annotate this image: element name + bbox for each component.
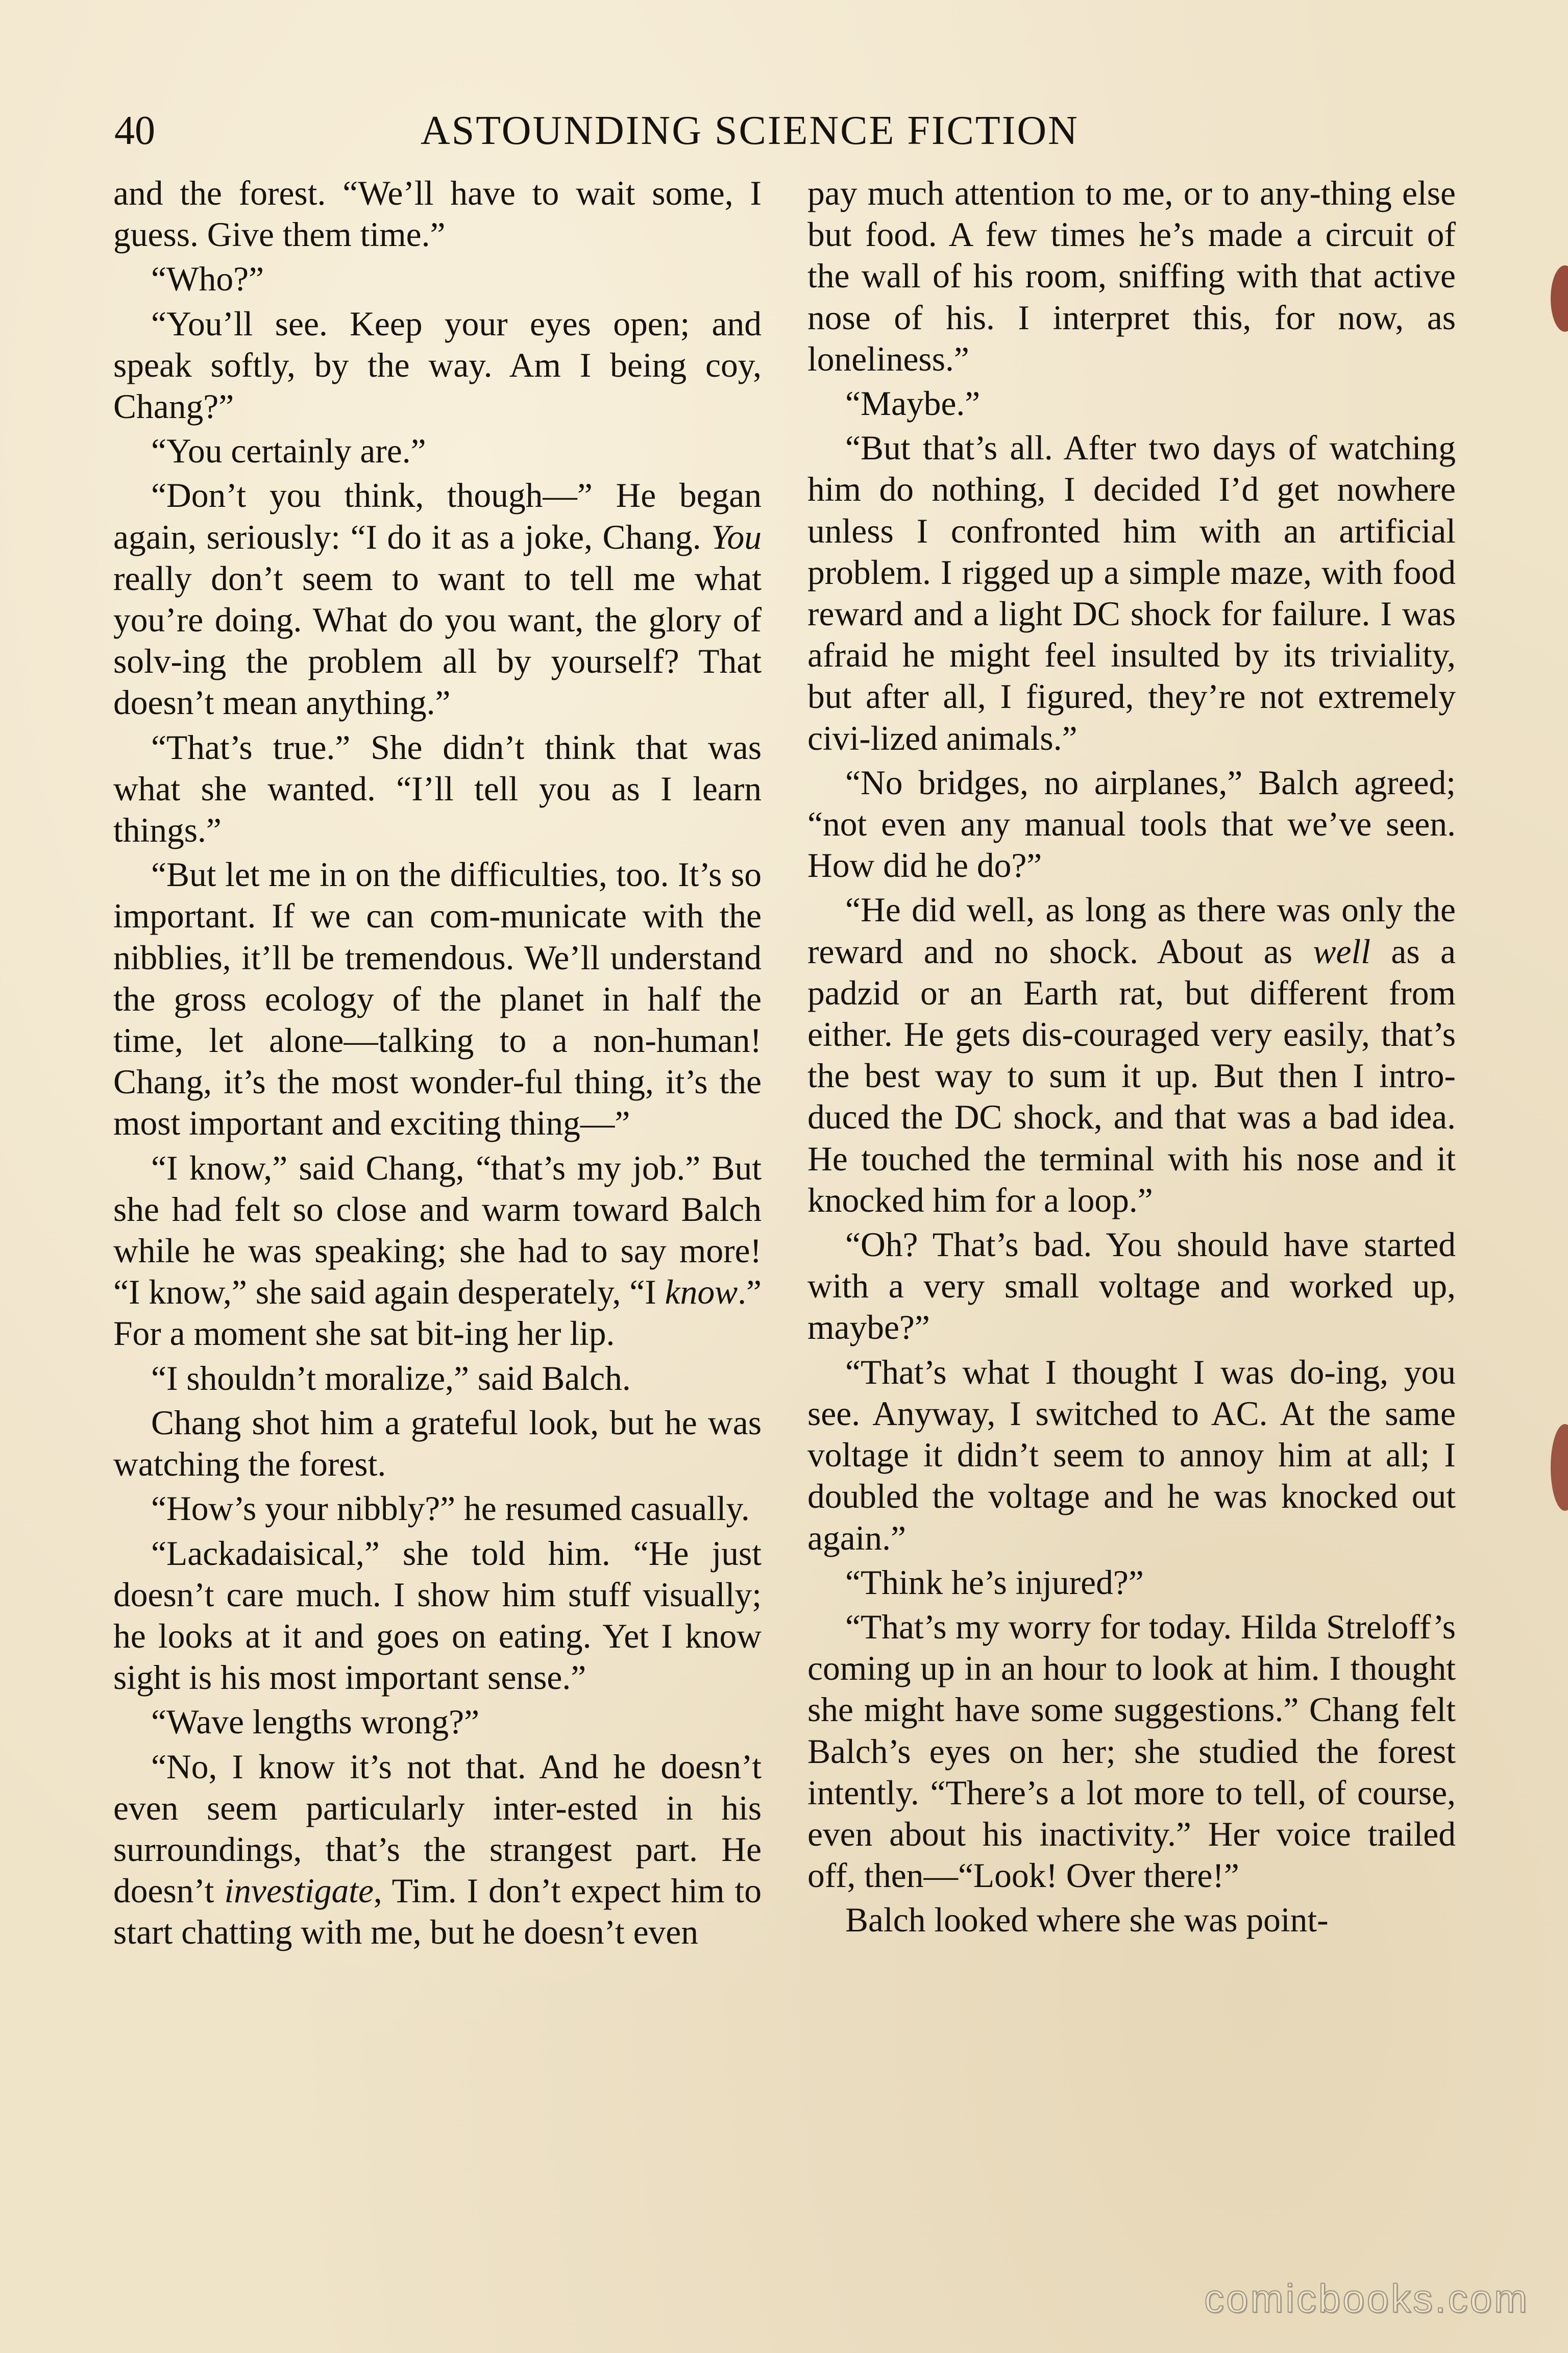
paragraph <box>113 1358 762 1399</box>
italic-text: well <box>1313 932 1370 971</box>
paragraph <box>807 762 1456 887</box>
text-run: “Oh? That’s bad. You should have started with a very small voltage and worked up, maybe?” <box>807 1225 1456 1347</box>
text-run: “Wave lengths wrong?” <box>151 1703 480 1742</box>
text-run: “But that’s all. After two days of watching him do nothing, I decided I’d get nowhere unless I confronted him with an artificial problem. I rigged up a simple maze, with food reward and a light DC shock for failure. I was afraid he might feel insulted by its triviality, but after all, I figured, they’re not extremely civi-lized animals.” <box>807 429 1456 757</box>
edge-stain <box>1551 265 1568 332</box>
paragraph <box>113 1533 762 1699</box>
text-column-right <box>807 173 1456 1944</box>
watermark: comicbooks.com <box>1204 2276 1529 2321</box>
text-run: “Don’t you think, though—” He began again, seriously: “I do it as a joke, Chang. <box>113 476 762 556</box>
italic-text: know <box>665 1273 738 1312</box>
paragraph <box>807 383 1456 424</box>
paragraph <box>113 430 762 472</box>
text-run: “He did well, as long as there was only the reward and no shock. About as <box>807 891 1456 971</box>
running-head: ASTOUNDING SCIENCE FICTION <box>421 108 1079 153</box>
paragraph <box>807 1562 1456 1603</box>
paragraph <box>807 1224 1456 1349</box>
italic-text: investigate <box>224 1872 374 1910</box>
text-run: “Lackadaisical,” she told him. “He just doesn’t care much. I show him stuff visually; he looks at it and goes on eating. Yet I know sight is his most important sense.” <box>113 1534 762 1697</box>
page-number: 40 <box>114 108 155 153</box>
text-run: and the forest. “We’ll have to wait some, I guess. Give them time.” <box>113 174 762 254</box>
paragraph <box>113 1402 762 1485</box>
text-run: “Who?” <box>151 260 264 299</box>
text-run: “That’s what I thought I was do-ing, you see. Anyway, I switched to AC. At the same voltage it didn’t seem to annoy him at all; I doubled the voltage and he was knocked out again.” <box>807 1353 1456 1557</box>
edge-stain <box>1551 1424 1568 1511</box>
paragraph <box>113 727 762 851</box>
paragraph <box>807 1352 1456 1559</box>
text-run: really don’t seem to want to tell me what you’re doing. What do you want, the glory of solv-ing the problem all by yourself? That doesn’t mean anything.” <box>113 559 762 722</box>
paragraph <box>807 1606 1456 1896</box>
text-run: “No bridges, no airplanes,” Balch agreed; “not even any manual tools that we’ve seen. How did he do?” <box>807 763 1456 885</box>
page-header <box>114 106 1161 155</box>
text-run: “That’s my worry for today. Hilda Streloff’s coming up in an hour to look at him. I thought she might have some suggestions.” Chang felt Balch’s eyes on her; she studied the forest intently. “There’s a lot more to tell, of course, even about his inactivity.” Her voice trailed off, then—“Look! Over there!” <box>807 1607 1456 1895</box>
text-run: Balch looked where she was point- <box>845 1901 1329 1940</box>
text-run: “I know,” said Chang, “that’s my job.” But she had felt so close and warm toward Balch while he was speaking; she had to say more! “I know,” she said again desperately, “I <box>113 1148 762 1312</box>
text-run: “That’s true.” She didn’t think that was what she wanted. “I’ll tell you as I learn things.” <box>113 728 762 850</box>
paragraph <box>807 889 1456 1221</box>
paragraph <box>113 1746 762 1953</box>
text-run: “Maybe.” <box>845 384 981 423</box>
paragraph <box>113 475 762 723</box>
paragraph <box>113 258 762 300</box>
paragraph <box>113 303 762 428</box>
text-run: “You certainly are.” <box>151 432 426 471</box>
text-run: “But let me in on the difficulties, too. It’s so important. If we can com-municate with the nibblies, it’ll be tremendous. We’ll understand the gross ecology of the planet in half the time, let alone—talking to a non-human! Chang, it’s the most wonder-ful thing, it’s the most important and exciting thing—” <box>113 855 762 1143</box>
paragraph <box>113 1488 762 1529</box>
paragraph <box>807 427 1456 759</box>
text-run: “Think he’s injured?” <box>845 1563 1144 1602</box>
paragraph <box>113 1701 762 1743</box>
text-column-left <box>113 173 762 1956</box>
paragraph <box>807 173 1456 380</box>
text-run: “I shouldn’t moralize,” said Balch. <box>151 1359 631 1398</box>
text-run: “No, I know it’s not that. And he doesn’t even seem particularly inter-ested in his surroundings, that’s the strangest part. He doesn’t <box>113 1747 762 1910</box>
text-run: pay much attention to me, or to any-thing else but food. A few times he’s made a circuit of the wall of his room, sniffing with that active nose of his. I interpret this, for now, as loneliness.” <box>807 174 1456 378</box>
paragraph <box>113 173 762 255</box>
paragraph <box>113 854 762 1144</box>
paragraph <box>113 1147 762 1355</box>
text-run: “How’s your nibbly?” he resumed casually. <box>151 1489 750 1528</box>
paragraph <box>807 1899 1456 1941</box>
italic-text: You <box>711 518 762 556</box>
text-run: as a padzid or an Earth rat, but different from either. He gets dis-couraged very easily, that’s the best way to sum it up. But then I intro-duced the DC shock, and that was a bad idea. He touched the terminal with his nose and it knocked him for a loop.” <box>807 932 1456 1219</box>
text-run: .” For a moment she sat bit-ing her lip. <box>113 1273 762 1353</box>
text-run: Chang shot him a grateful look, but he was watching the forest. <box>113 1403 762 1484</box>
text-run: “You’ll see. Keep your eyes open; and speak softly, by the way. Am I being coy, Chang?” <box>113 304 762 426</box>
text-run: , Tim. I don’t expect him to start chatting with me, but he doesn’t even <box>113 1872 762 1952</box>
